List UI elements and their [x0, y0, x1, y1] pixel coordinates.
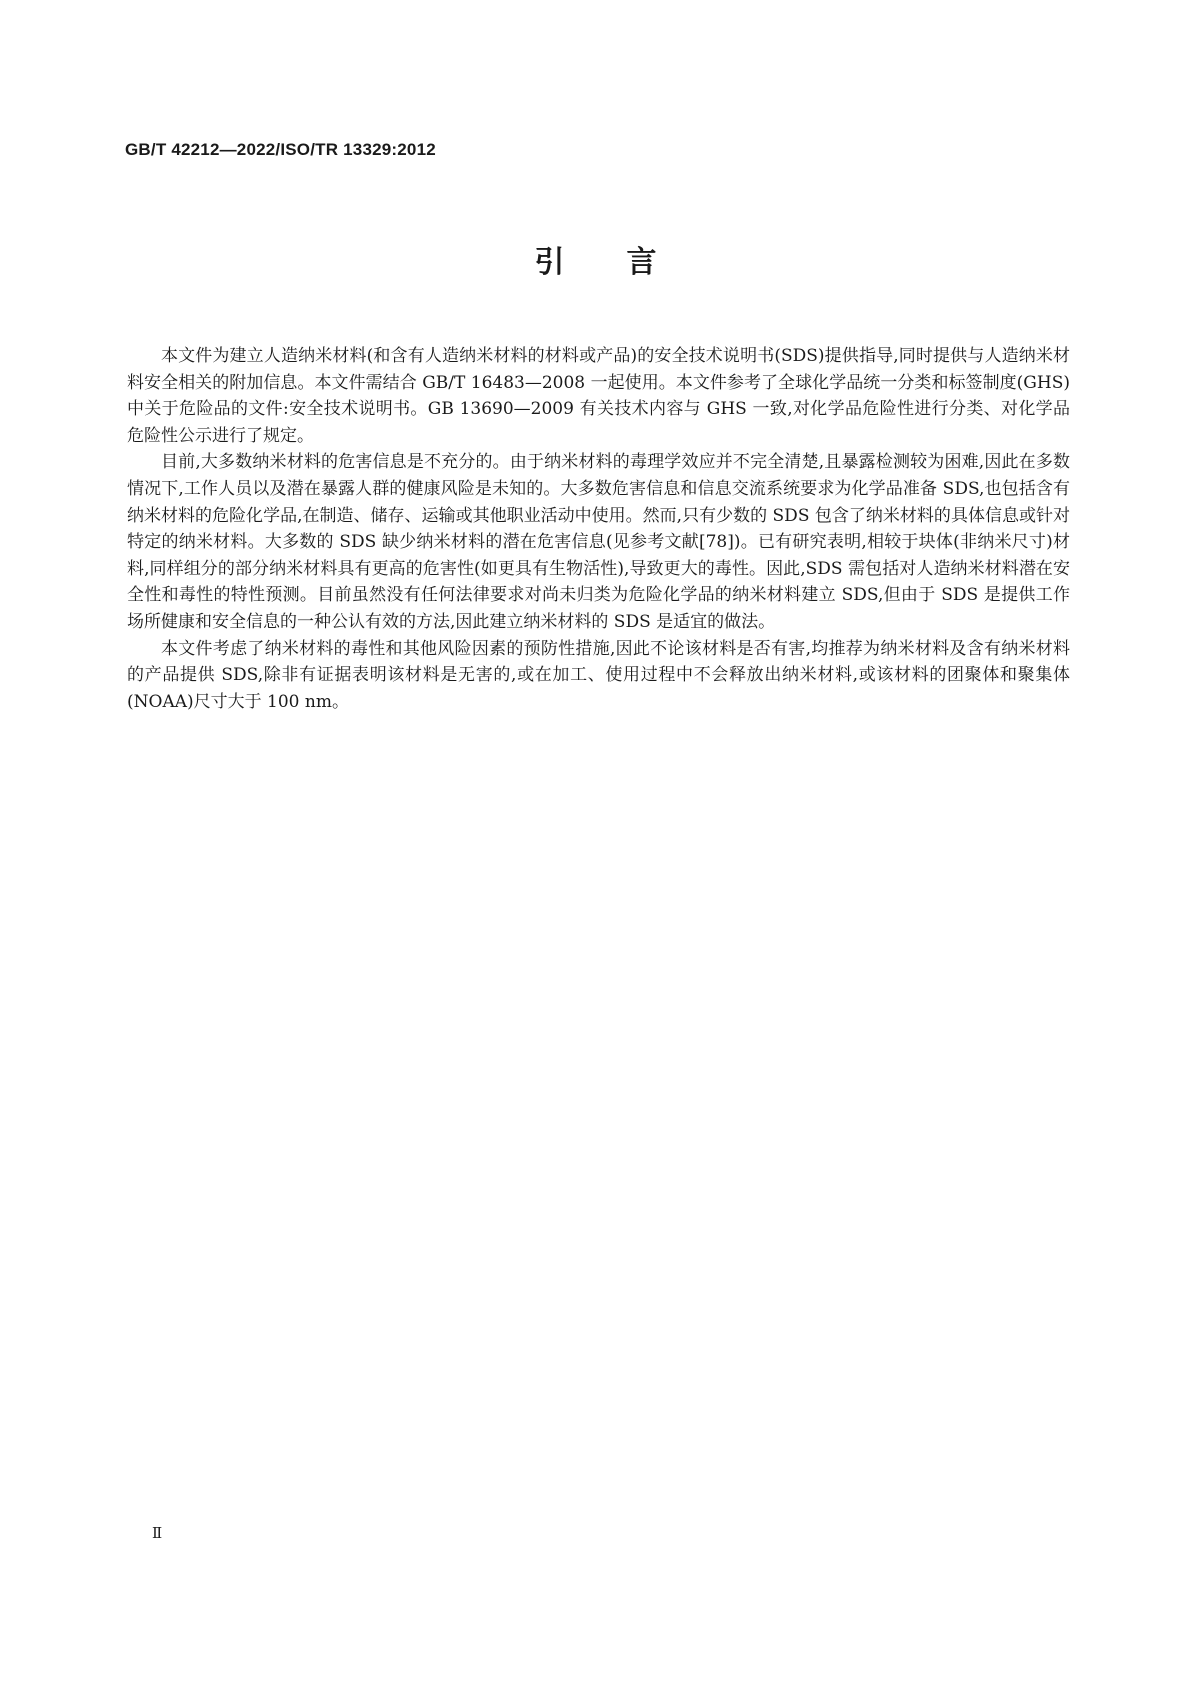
paragraph-3: 本文件考虑了纳米材料的毒性和其他风险因素的预防性措施,因此不论该材料是否有害,均推荐为纳米材料及含有纳米材料的产品提供 SDS,除非有证据表明该材料是无害的,或在加工、使用过程中不会释放出纳米材料,或该材料的团聚体和聚集体(NOAA)尺寸大于 100 nm。 — [127, 638, 1070, 712]
page-title: 引言 — [534, 245, 719, 280]
introduction-body — [127, 343, 1070, 715]
page-number: Ⅱ — [152, 1524, 163, 1542]
paragraph-1: 本文件为建立人造纳米材料(和含有人造纳米材料的材料或产品)的安全技术说明书(SDS)提供指导,同时提供与人造纳米材料安全相关的附加信息。本文件需结合 GB/T 16483—2008 一起使用。本文件参考了全球化学品统一分类和标签制度(GHS)中关于危险品的文件:安全技术说明书。GB 13690—2009 有关技术内容与 GHS 一致,对化学品危险性进行分类、对化学品危险性公示进行了规定。 — [127, 346, 1070, 446]
paragraph-2: 目前,大多数纳米材料的危害信息是不充分的。由于纳米材料的毒理学效应并不完全清楚,且暴露检测较为困难,因此在多数情况下,工作人员以及潜在暴露人群的健康风险是未知的。大多数危害信息和信息交流系统要求为化学品准备 SDS,也包括含有纳米材料的危险化学品,在制造、储存、运输或其他职业活动中使用。然而,只有少数的 SDS 包含了纳米材料的具体信息或针对特定的纳米材料。大多数的 SDS 缺少纳米材料的潜在危害信息(见参考文献[78])。已有研究表明,相较于块体(非纳米尺寸)材料,同样组分的部分纳米材料具有更高的危害性(如更具有生物活性),导致更大的毒性。因此,SDS 需包括对人造纳米材料潜在安全性和毒性的特性预测。目前虽然没有任何法律要求对尚未归类为危险化学品的纳米材料建立 SDS,但由于 SDS 是提供工作场所健康和安全信息的一种公认有效的方法,因此建立纳米材料的 SDS 是适宜的做法。 — [127, 452, 1070, 632]
standard-code-header: GB/T 42212—2022/ISO/TR 13329:2012 — [125, 140, 436, 159]
